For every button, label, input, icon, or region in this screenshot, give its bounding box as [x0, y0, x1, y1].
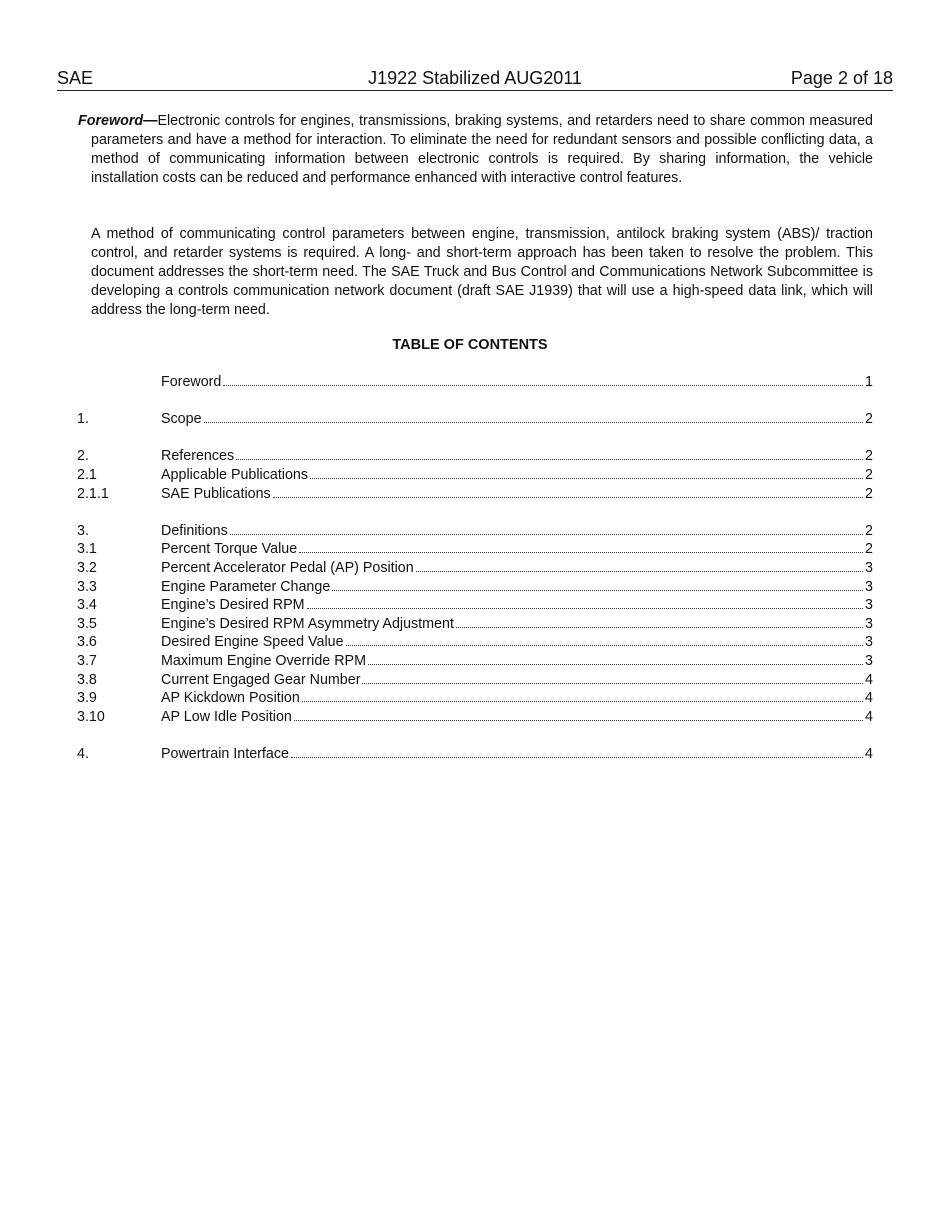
toc-entry-number: 1. [77, 411, 89, 428]
toc-entry-number: 3.6 [77, 634, 97, 651]
toc-entry-line [161, 596, 873, 615]
header-page-number: Page 2 of 18 [790, 68, 893, 88]
toc-entry-line [161, 578, 873, 597]
toc-entry-title: Desired Engine Speed Value [161, 634, 344, 651]
header-doc-id: J1922 Stabilized AUG2011 [368, 68, 582, 88]
toc-dot-leader [236, 447, 863, 460]
foreword-text: Electronic controls for engines, transmissions, braking systems, and retarders need to share common measured parameters and have a method for interaction. To eliminate the need for redundant sensors and possible conflicting data, a method of communicating information between electronic controls is required. By sharing information, the vehicle installation costs can be reduced and performance enhanced with interactive control features. [91, 113, 873, 186]
toc-dot-leader [299, 540, 863, 553]
toc-dot-leader [362, 671, 863, 684]
toc-entry-page: 1 [865, 374, 873, 390]
toc-entry[interactable] [77, 373, 873, 392]
toc-dot-leader [307, 596, 863, 609]
toc-entry-title: Engine’s Desired RPM Asymmetry Adjustment [161, 615, 454, 632]
toc-entry-page: 4 [865, 690, 873, 707]
toc-entry[interactable] [77, 596, 873, 615]
toc-entry-title: Percent Torque Value [161, 541, 298, 558]
toc-entry[interactable] [77, 522, 873, 541]
foreword-paragraph [78, 112, 873, 188]
toc-entry-title: Definitions [161, 522, 228, 539]
toc-spacer [77, 429, 873, 448]
toc-entry-number: 3.1 [77, 541, 97, 558]
toc-entry-page: 2 [865, 541, 873, 558]
toc-entry-line [161, 708, 873, 727]
toc-dot-leader [346, 633, 864, 646]
toc-dot-leader [223, 373, 863, 386]
toc-entry-line [161, 615, 873, 634]
toc-entry[interactable] [77, 615, 873, 634]
foreword-paragraph-2: A method of communicating control parameters between engine, transmission, antilock braking system (ABS)/ traction control, and retarder systems is required. A long- and short-term approach has been taken to resolve the problem. This document addresses the short-term need. The SAE Truck and Bus Control and Communications Network Subcommittee is developing a controls communication network document (draft SAE J1939) that will use a high-speed data link, which will address the long-term need. [91, 226, 873, 318]
toc-entry-number: 3.3 [77, 578, 97, 595]
toc-entry-number: 3.7 [77, 652, 97, 669]
toc-dot-leader [368, 652, 863, 665]
toc-dot-leader [230, 522, 863, 535]
toc-entry[interactable] [77, 671, 873, 690]
toc-entry-title: Powertrain Interface [161, 745, 289, 762]
toc-entry-line [161, 559, 873, 578]
toc-entry[interactable] [77, 689, 873, 708]
toc-entry-title: Engine Parameter Change [161, 578, 331, 595]
toc-entry-title: Maximum Engine Override RPM [161, 652, 366, 669]
toc-entry-title: SAE Publications [161, 485, 271, 502]
toc-spacer [77, 392, 873, 411]
toc-entry[interactable] [77, 540, 873, 559]
toc-entry-page: 3 [865, 652, 873, 669]
toc-dot-leader [204, 410, 864, 423]
toc-entry-line [161, 410, 873, 429]
toc-entry-number: 3.8 [77, 671, 97, 688]
toc-dot-leader [273, 485, 863, 498]
header-org: SAE [57, 68, 94, 88]
toc-entry-page: 3 [865, 559, 873, 576]
toc-entry-title: Percent Accelerator Pedal (AP) Position [161, 559, 414, 576]
page-header [57, 66, 893, 91]
toc-dot-leader [294, 708, 863, 721]
toc-entry-page: 2 [865, 485, 873, 502]
toc-title: TABLE OF CONTENTS [392, 337, 548, 353]
toc-entry-number: 4. [77, 745, 89, 762]
toc-entry-title: Current Engaged Gear Number [161, 671, 361, 688]
toc-entry[interactable] [77, 745, 873, 764]
toc-entry-page: 3 [865, 597, 873, 614]
toc-entry-line [161, 522, 873, 541]
toc-entry-page: 2 [865, 466, 873, 483]
toc-entry-title: Scope [161, 411, 202, 428]
toc-entry-number: 2. [77, 448, 89, 465]
toc-entry-number: 2.1 [77, 466, 97, 483]
toc-dot-leader [456, 615, 863, 628]
toc-entry-title: Foreword [161, 374, 222, 390]
foreword-lead: Foreword— [78, 113, 158, 129]
toc-entry-page: 4 [865, 708, 873, 725]
toc-entry-line [161, 447, 873, 466]
toc-entry-title: References [161, 448, 235, 465]
toc-entry-line [161, 745, 873, 764]
toc-entry-line [161, 689, 873, 708]
toc-entry-page: 3 [865, 615, 873, 632]
toc-entry-title: AP Low Idle Position [161, 708, 292, 725]
toc-entry[interactable] [77, 578, 873, 597]
toc-entry-line [161, 485, 873, 504]
toc-dot-leader [302, 689, 863, 702]
toc-entry-line [161, 373, 873, 392]
toc-entry[interactable] [77, 466, 873, 485]
toc-dot-leader [310, 466, 863, 479]
toc-entry-page: 3 [865, 578, 873, 595]
toc-entry-title: Applicable Publications [161, 466, 309, 483]
toc-dot-leader [332, 578, 863, 591]
toc-entry-title: Engine’s Desired RPM [161, 597, 305, 614]
toc-entry-number: 3. [77, 522, 89, 539]
toc-entry[interactable] [77, 410, 873, 429]
toc-entry-number: 3.4 [77, 597, 97, 614]
toc-spacer [77, 503, 873, 522]
toc-entry[interactable] [77, 447, 873, 466]
toc-entry[interactable] [77, 633, 873, 652]
toc-entry-line [161, 671, 873, 690]
toc-entry-line [161, 652, 873, 671]
toc-entry-page: 2 [865, 411, 873, 428]
toc-entry[interactable] [77, 652, 873, 671]
toc-entry-line [161, 633, 873, 652]
toc-entry-number: 3.10 [77, 708, 105, 725]
toc-entry-number: 3.9 [77, 690, 97, 707]
toc-dot-leader [291, 745, 863, 758]
toc-spacer [77, 726, 873, 745]
toc-dot-leader [416, 559, 863, 572]
toc-entry[interactable] [77, 485, 873, 504]
toc-entry-page: 3 [865, 634, 873, 651]
toc-entry-number: 2.1.1 [77, 485, 109, 502]
toc-entry-page: 4 [865, 671, 873, 688]
toc-entry-line [161, 540, 873, 559]
toc-entry-page: 2 [865, 522, 873, 539]
toc-entry-page: 2 [865, 448, 873, 465]
toc-entry[interactable] [77, 559, 873, 578]
toc-entry[interactable] [77, 708, 873, 727]
toc-entry-title: AP Kickdown Position [161, 690, 300, 707]
table-of-contents [77, 373, 873, 763]
toc-entry-line [161, 466, 873, 485]
toc-entry-page: 4 [865, 745, 873, 762]
toc-entry-number: 3.2 [77, 559, 97, 576]
toc-entry-number: 3.5 [77, 615, 97, 632]
